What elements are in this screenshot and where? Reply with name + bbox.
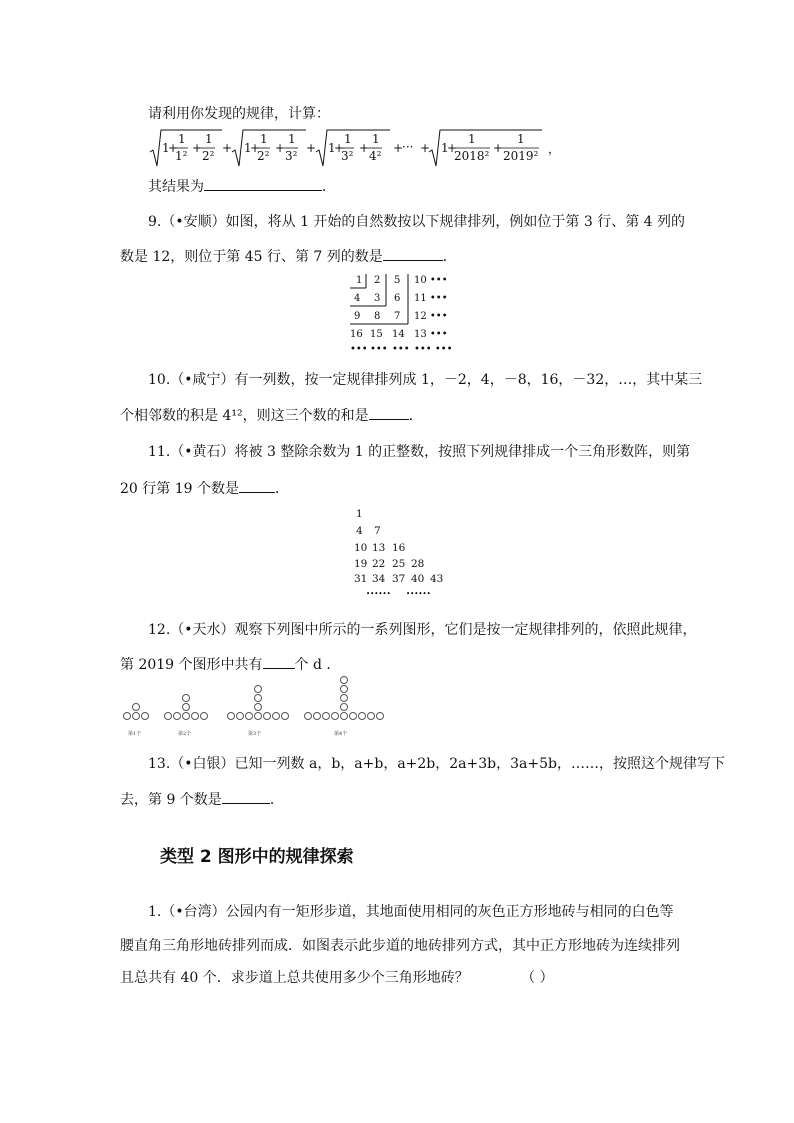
- circle-mark: [340, 703, 348, 711]
- circle-mark: [236, 712, 244, 720]
- plus: +: [168, 141, 179, 155]
- tri-dots: ••••••: [366, 590, 391, 598]
- tri-dots: ••••••: [406, 590, 431, 598]
- plus: +: [192, 141, 203, 155]
- circle-mark: [132, 703, 140, 711]
- grid-cell: 16: [350, 329, 363, 340]
- circle-mark: [182, 703, 190, 711]
- num: 1: [178, 132, 186, 146]
- den-3b: 4²: [369, 149, 382, 163]
- tri-cell: 43: [430, 573, 444, 585]
- circle-mark: [200, 712, 208, 720]
- grid-cell: 3: [374, 293, 381, 304]
- circle-mark: [191, 712, 199, 720]
- circle-mark: [254, 703, 262, 711]
- grid-cell: 4: [354, 293, 361, 304]
- one: 1: [162, 141, 170, 155]
- grid-cell: 8: [374, 311, 381, 322]
- tri-cell: 28: [411, 558, 425, 570]
- answer-blank[interactable]: [369, 405, 409, 420]
- circle-mark: [263, 712, 271, 720]
- plus: +: [493, 141, 504, 155]
- num: 1: [344, 132, 352, 146]
- q10-line1: 10.（•咸宁）有一列数，按一定规律排列成 1，－2，4，－8，16，－32，…，其中某三: [148, 372, 703, 388]
- figure-caption: 第1个: [128, 731, 142, 737]
- den-4a: 2018²: [454, 149, 490, 163]
- circle-mark: [340, 712, 348, 720]
- circle-mark: [340, 694, 348, 702]
- circle-mark: [313, 712, 321, 720]
- den-2a: 2²: [257, 149, 270, 163]
- one: 1: [441, 141, 449, 155]
- circle-mark: [367, 712, 375, 720]
- answer-blank[interactable]: [222, 789, 270, 804]
- t2q1-line1: 1.（•台湾）公园内有一矩形步道，其地面使用相同的灰色正方形地砖与相同的白色等: [148, 904, 674, 920]
- num: 1: [517, 132, 525, 146]
- circle-mark: [254, 712, 262, 720]
- trail: ，: [548, 142, 561, 156]
- circle-mark: [182, 712, 190, 720]
- t2q1-line3: [120, 968, 554, 988]
- q12-text: 12.（•天水）观察下列图中所示的一系列图形，它们是按一定规律排列的，依照此规律，: [148, 622, 697, 638]
- den-1b: 2²: [202, 149, 215, 163]
- plus: +: [393, 141, 404, 155]
- tri-cell: 13: [372, 542, 386, 554]
- circle-mark: [227, 712, 235, 720]
- den-4b: 2019²: [503, 149, 539, 163]
- answer-blank[interactable]: [263, 654, 295, 669]
- grid-cell: •••: [392, 344, 410, 355]
- grid-cell: 11 •••: [414, 293, 448, 304]
- q11-triangle-array: [354, 508, 464, 604]
- period: ．: [408, 408, 423, 424]
- q12-figures: [118, 686, 388, 740]
- tri-cell: 10: [354, 542, 368, 554]
- circle-mark: [141, 712, 149, 720]
- grid-cell: 7: [394, 311, 401, 322]
- tri-cell: 19: [354, 558, 368, 570]
- plus: +: [250, 141, 261, 155]
- plus: +: [447, 141, 458, 155]
- num: 1: [260, 132, 268, 146]
- den-2b: 3²: [285, 149, 298, 163]
- one: 1: [244, 141, 252, 155]
- grid-cell: 14: [392, 329, 405, 340]
- tri-cell: 4: [356, 525, 363, 537]
- tri-cell: 25: [392, 558, 406, 570]
- plus: +: [222, 141, 233, 155]
- circle-mark: [254, 685, 262, 693]
- circle-mark: [331, 712, 339, 720]
- answer-blank[interactable]: [383, 246, 443, 261]
- tri-cell: 1: [356, 508, 363, 520]
- num: 1: [468, 132, 476, 146]
- grid-cell: 9: [354, 311, 361, 322]
- q13-line2: [120, 789, 284, 810]
- circle-mark: [272, 712, 280, 720]
- tri-cell: 34: [372, 573, 386, 585]
- grid-cell: •••: [370, 344, 388, 355]
- circle-mark: [132, 712, 140, 720]
- den-1a: 1²: [175, 149, 188, 163]
- grid-cell: 1: [356, 275, 363, 286]
- tri-cell: 31: [354, 573, 368, 585]
- tri-cell: 22: [372, 558, 386, 570]
- circle-mark: [322, 712, 330, 720]
- tri-cell: 16: [392, 542, 406, 554]
- grid-cell: 6: [394, 293, 401, 304]
- circle-mark: [340, 676, 348, 684]
- answer-blank[interactable]: [204, 176, 322, 191]
- figure-caption: 第2个: [178, 731, 192, 737]
- grid-cell: 13 •••: [414, 329, 448, 340]
- period: ．: [269, 792, 284, 808]
- q12-text-end: 个 d ．: [294, 657, 341, 673]
- num: 1: [288, 132, 296, 146]
- figure-caption: 第3个: [248, 731, 262, 737]
- den-3a: 3²: [341, 149, 354, 163]
- q13-text: 去，第 9 个数是: [120, 792, 222, 808]
- circle-mark: [376, 712, 384, 720]
- plus: +: [359, 141, 370, 155]
- grid-cell: •••: [350, 344, 368, 355]
- q12-line1: [148, 620, 697, 640]
- circle-mark: [164, 712, 172, 720]
- circle-mark: [254, 694, 262, 702]
- tri-cell: 40: [411, 573, 425, 585]
- result-line: [148, 176, 336, 197]
- plus: +: [275, 141, 286, 155]
- q9-number-grid: [346, 272, 456, 358]
- circle-mark: [182, 694, 190, 702]
- one: 1: [328, 141, 336, 155]
- period: ．: [274, 481, 289, 497]
- grid-cell: 10 •••: [414, 275, 448, 286]
- period: ．: [322, 179, 336, 195]
- tri-cell: 7: [374, 525, 381, 537]
- circle-mark: [340, 685, 348, 693]
- t2q1-line2: 腰直角三角形地砖排列而成．如图表示此步道的地砖排列方式，其中正方形地砖为连续排列: [120, 938, 680, 954]
- answer-paren[interactable]: （ ）: [521, 970, 554, 986]
- q10-text: 个相邻数的积是 4¹²，则这三个数的和是: [120, 408, 369, 424]
- q11-line1: 11.（•黄石）将被 3 整除余数为 1 的正整数，按照下列规律排成一个三角形数阵，则第: [148, 444, 691, 460]
- circle-mark: [281, 712, 289, 720]
- q10-line2: [120, 405, 423, 426]
- q13-line1: 13.（•白银）已知一列数 a，b，a+b，a+2b，2a+3b，3a+5b，……，按照这个规律写下: [148, 756, 725, 772]
- plus: +: [306, 141, 317, 155]
- formula: [148, 128, 568, 168]
- circle-mark: [304, 712, 312, 720]
- tri-cell: 37: [392, 573, 406, 585]
- q11-text: 20 行第 19 个数是: [120, 481, 239, 497]
- q12-line2: [120, 654, 340, 675]
- circle-mark: [245, 712, 253, 720]
- section-heading: 类型 2 图形中的规律探索: [160, 847, 354, 867]
- num: 1: [372, 132, 380, 146]
- result-prefix: 其结果为: [148, 179, 204, 195]
- circle-mark: [173, 712, 181, 720]
- plus: +: [334, 141, 345, 155]
- grid-cell: 15: [370, 329, 383, 340]
- intro-text: 请利用你发现的规律，计算：: [148, 106, 330, 122]
- grid-cell: ••• •••: [414, 344, 453, 355]
- plus: +: [420, 141, 431, 155]
- num: 1: [205, 132, 213, 146]
- ellipsis: ···: [402, 140, 414, 154]
- circle-mark: [123, 712, 131, 720]
- circle-mark: [358, 712, 366, 720]
- t2q1-text: 且总共有 40 个．求步道上总共使用多少个三角形地砖？: [120, 970, 469, 986]
- grid-cell: 12 •••: [414, 311, 448, 322]
- grid-cell: 5: [394, 275, 401, 286]
- grid-cell: 2: [374, 275, 381, 286]
- q9-text: 数是 12，则位于第 45 行、第 7 列的数是: [120, 249, 383, 265]
- circle-mark: [349, 712, 357, 720]
- answer-blank[interactable]: [239, 478, 275, 493]
- q9-line2: [120, 246, 457, 267]
- q11-line2: [120, 478, 289, 499]
- period: ．: [442, 249, 457, 265]
- q12-text: 第 2019 个图形中共有: [120, 657, 263, 673]
- figure-caption: 第4个: [334, 731, 348, 737]
- q9-line1: 9.（•安顺）如图，将从 1 开始的自然数按以下规律排列，例如位于第 3 行、第 4 列的: [148, 214, 686, 230]
